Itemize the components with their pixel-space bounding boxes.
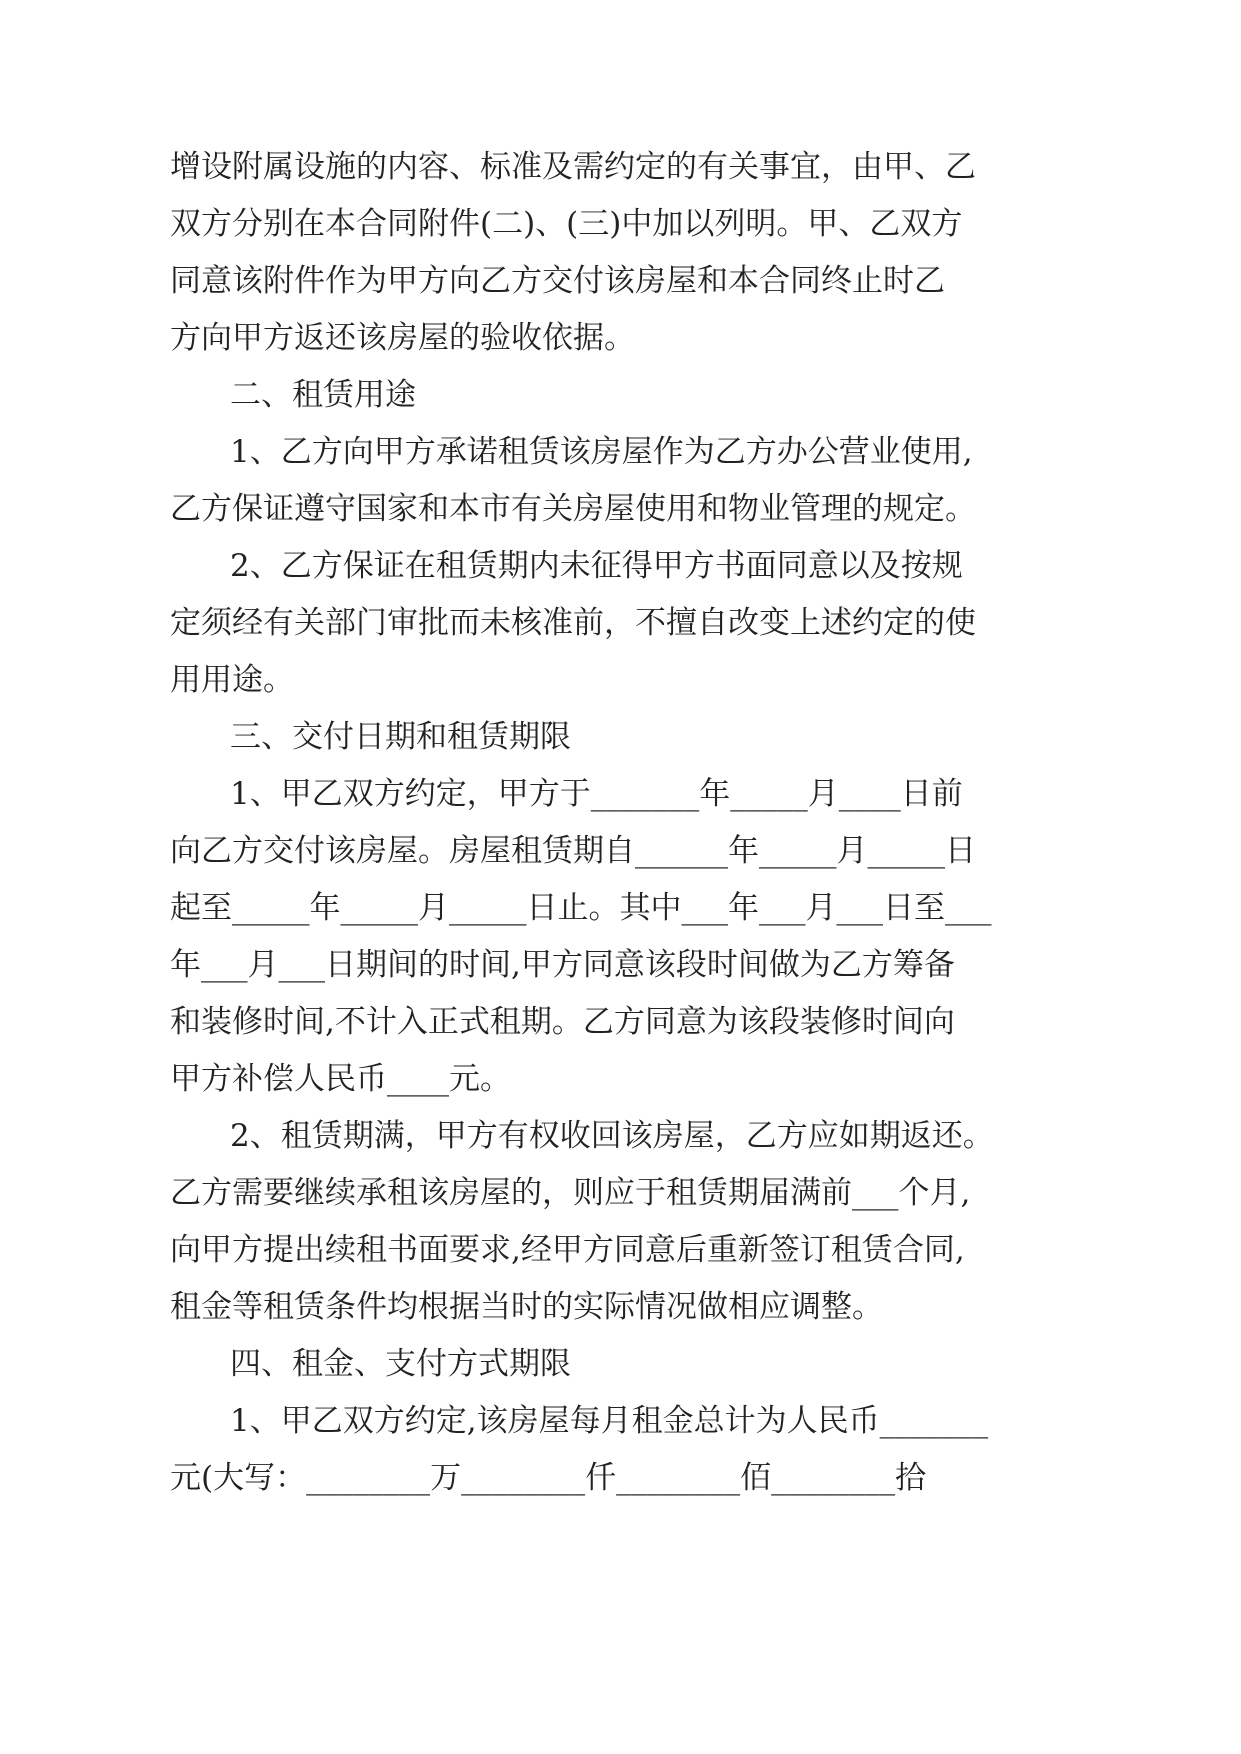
text-line-9: 定须经有关部门审批而未核准前，不擅自改变上述约定的使 xyxy=(170,605,976,641)
text-line-23: 1、甲乙双方约定,该房屋每月租金总计为人民币_______ xyxy=(230,1403,989,1439)
text-line-17: 甲方补偿人民币____元。 xyxy=(170,1061,511,1097)
text-line-4: 方向甲方返还该房屋的验收依据。 xyxy=(170,320,635,356)
text-line-20: 向甲方提出续租书面要求,经甲方同意后重新签订租赁合同, xyxy=(170,1232,965,1268)
text-line-6: 1、乙方向甲方承诺租赁该房屋作为乙方办公营业使用, xyxy=(230,434,973,470)
text-line-12: 1、甲乙双方约定，甲方于_______年_____月____日前 xyxy=(230,776,963,812)
text-line-10: 用用途。 xyxy=(170,662,294,698)
text-line-2: 双方分别在本合同附件(二)、(三)中加以列明。甲、乙双方 xyxy=(170,206,963,242)
text-line-21: 租金等租赁条件均根据当时的实际情况做相应调整。 xyxy=(170,1289,883,1325)
section-heading-2: 二、租赁用途 xyxy=(230,377,416,413)
text-line-24: 元(大写：________万________仟________佰________拾 xyxy=(170,1460,927,1496)
text-line-8: 2、乙方保证在租赁期内未征得甲方书面同意以及按规 xyxy=(230,548,963,584)
text-line-13: 向乙方交付该房屋。房屋租赁期自______年_____月_____日 xyxy=(170,833,976,869)
text-line-19: 乙方需要继续承租该房屋的，则应于租赁期届满前___个月, xyxy=(170,1175,971,1211)
text-line-7: 乙方保证遵守国家和本市有关房屋使用和物业管理的规定。 xyxy=(170,491,976,527)
text-line-15: 年___月___日期间的时间,甲方同意该段时间做为乙方筹备 xyxy=(170,947,955,983)
text-line-18: 2、租赁期满，甲方有权收回该房屋，乙方应如期返还。 xyxy=(230,1118,994,1154)
text-line-16: 和装修时间,不计入正式租期。乙方同意为该段装修时间向 xyxy=(170,1004,955,1040)
text-line-1: 增设附属设施的内容、标准及需约定的有关事宜，由甲、乙 xyxy=(170,149,976,185)
text-line-3: 同意该附件作为甲方向乙方交付该房屋和本合同终止时乙 xyxy=(170,263,945,299)
text-line-14: 起至_____年_____月_____日止。其中___年___月___日至___ xyxy=(170,890,992,926)
section-heading-3: 三、交付日期和租赁期限 xyxy=(230,719,571,755)
section-heading-4: 四、租金、支付方式期限 xyxy=(230,1346,571,1382)
